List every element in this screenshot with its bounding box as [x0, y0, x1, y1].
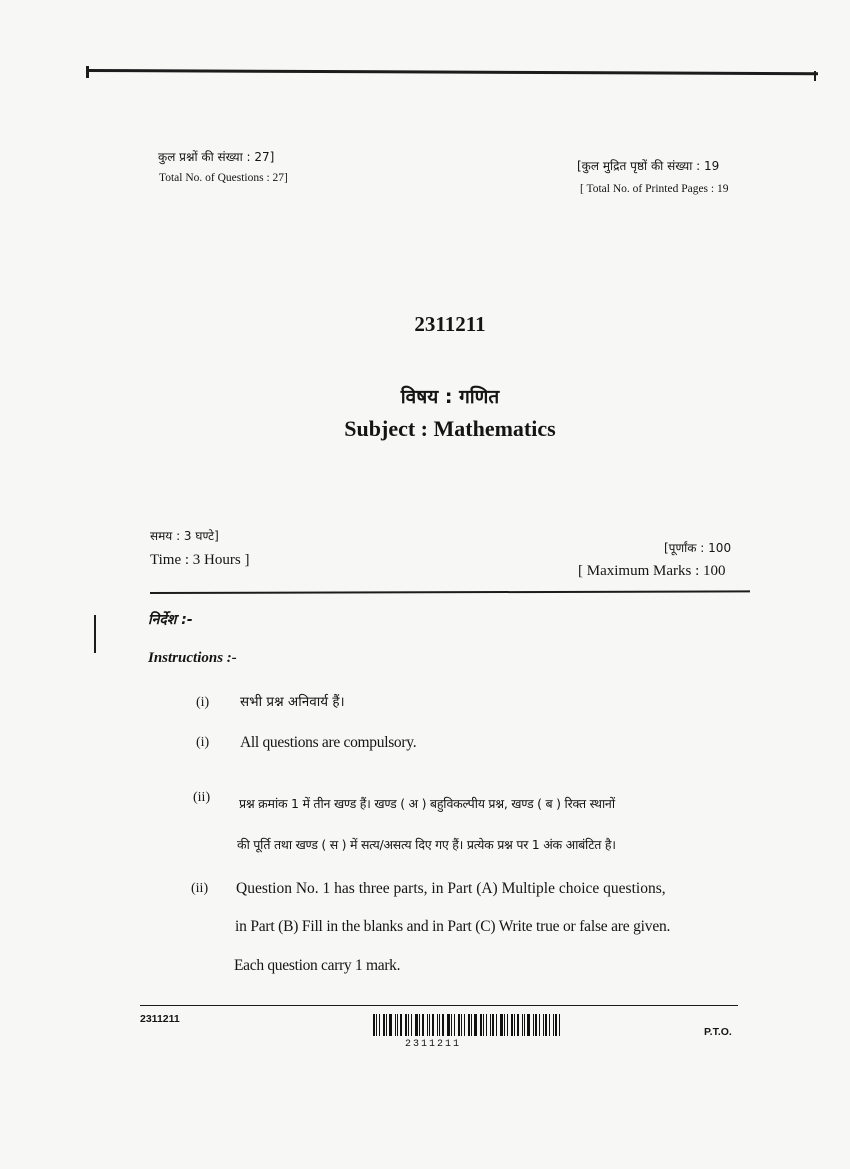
barcode-bar — [383, 1014, 385, 1036]
barcode-bar — [439, 1014, 440, 1036]
barcode-number: 2311211 — [405, 1039, 462, 1050]
barcode-bar — [437, 1014, 438, 1036]
barcode-bar — [517, 1014, 519, 1036]
barcode-bar — [405, 1014, 407, 1036]
barcode-bar — [549, 1014, 550, 1036]
barcode-bar — [454, 1014, 455, 1036]
instruction-item-text: सभी प्रश्न अनिवार्य हैं। — [240, 694, 345, 710]
total-questions-english: Total No. of Questions : 27] — [159, 172, 288, 184]
barcode-bar — [524, 1014, 525, 1036]
barcode-bar — [379, 1014, 380, 1036]
barcode-bar — [427, 1014, 428, 1036]
barcode-bar — [511, 1014, 513, 1036]
instruction-item-line: प्रश्न क्रमांक 1 में तीन खण्ड हैं। खण्ड ( अ ) बहुविकल्पीय प्रश्न, खण्ड ( ब ) रिक्त स्थानों — [239, 796, 615, 811]
barcode-bar — [458, 1014, 460, 1036]
barcode-bar — [373, 1014, 375, 1036]
time-hindi: समय : 3 घण्टे] — [150, 529, 219, 543]
instruction-item-text: All questions are compulsory. — [240, 734, 417, 751]
barcode-bar — [429, 1014, 430, 1036]
barcode-bar — [539, 1014, 540, 1036]
subject-english: Subject : Mathematics — [344, 416, 556, 441]
barcode-bar — [555, 1014, 557, 1036]
barcode-bar — [500, 1014, 503, 1036]
barcode-bar — [419, 1014, 420, 1036]
barcode-bar — [527, 1014, 530, 1036]
time-english: Time : 3 Hours ] — [150, 552, 250, 568]
barcode-bar — [545, 1014, 547, 1036]
instruction-item-line: Question No. 1 has three parts, in Part (A) Multiple choice questions, — [236, 880, 666, 897]
paper-code: 2311211 — [414, 312, 486, 336]
barcode-bar — [535, 1014, 537, 1036]
margin-mark — [94, 615, 96, 653]
barcode-bar — [553, 1014, 554, 1036]
pto-label: P.T.O. — [704, 1026, 732, 1038]
instructions-heading-english: Instructions :- — [148, 650, 237, 666]
header-rule — [150, 590, 750, 593]
barcode-bar — [533, 1014, 534, 1036]
instructions-heading-hindi: निर्देश :- — [148, 612, 193, 628]
barcode-bar — [395, 1014, 396, 1036]
marks-english: [ Maximum Marks : 100 — [578, 563, 726, 579]
barcode-bar — [522, 1014, 523, 1036]
barcode-bar — [411, 1014, 412, 1036]
barcode-bar — [386, 1014, 387, 1036]
barcode-bar — [400, 1014, 402, 1036]
item-number: (i) — [196, 695, 210, 710]
marks-hindi: [पूर्णांक : 100 — [664, 541, 732, 555]
barcode-bar — [376, 1014, 377, 1036]
barcode-bar — [543, 1014, 544, 1036]
barcode-bar — [451, 1014, 452, 1036]
barcode-bar — [490, 1014, 491, 1036]
item-number: (ii) — [191, 881, 209, 896]
barcode-bar — [474, 1014, 477, 1036]
instruction-item-line: Each question carry 1 mark. — [234, 957, 401, 974]
barcode-bar — [389, 1014, 392, 1036]
barcode-bar — [483, 1014, 484, 1036]
barcode-bar — [559, 1014, 560, 1036]
item-number: (ii) — [193, 790, 211, 805]
total-questions-hindi: कुल प्रश्नों की संख्या : 27] — [158, 150, 275, 164]
subject-hindi: विषय : गणित — [400, 386, 500, 408]
border-tick-right — [814, 71, 816, 81]
footer-paper-code: 2311211 — [140, 1013, 180, 1025]
item-number: (i) — [196, 735, 210, 750]
barcode-bar — [507, 1014, 508, 1036]
barcode-bar — [464, 1014, 465, 1036]
barcode-bar — [422, 1014, 424, 1036]
printed-pages-hindi: [कुल मुद्रित पृष्ठों की संख्या : 19 — [577, 159, 720, 173]
barcode-bar — [504, 1014, 505, 1036]
barcode-bar — [408, 1014, 409, 1036]
footer-rule — [140, 1005, 738, 1006]
barcode — [373, 1014, 563, 1036]
barcode-bar — [461, 1014, 462, 1036]
barcode-bar — [492, 1014, 494, 1036]
printed-pages-english: [ Total No. of Printed Pages : 19 — [580, 183, 729, 195]
barcode-bar — [432, 1014, 434, 1036]
barcode-bar — [496, 1014, 497, 1036]
barcode-bar — [480, 1014, 482, 1036]
instruction-item-line: in Part (B) Fill in the blanks and in Part (C) Write true or false are given. — [235, 918, 671, 935]
barcode-bar — [486, 1014, 487, 1036]
top-border-rule — [86, 69, 818, 75]
barcode-bar — [442, 1014, 444, 1036]
barcode-bar — [447, 1014, 450, 1036]
barcode-bar — [397, 1014, 398, 1036]
barcode-bar — [471, 1014, 472, 1036]
barcode-bar — [415, 1014, 418, 1036]
instruction-item-line: की पूर्ति तथा खण्ड ( स ) में सत्य/असत्य दिए गए हैं। प्रत्येक प्रश्न पर 1 अंक आबंटित है। — [237, 837, 616, 852]
barcode-bar — [468, 1014, 470, 1036]
barcode-bar — [514, 1014, 515, 1036]
